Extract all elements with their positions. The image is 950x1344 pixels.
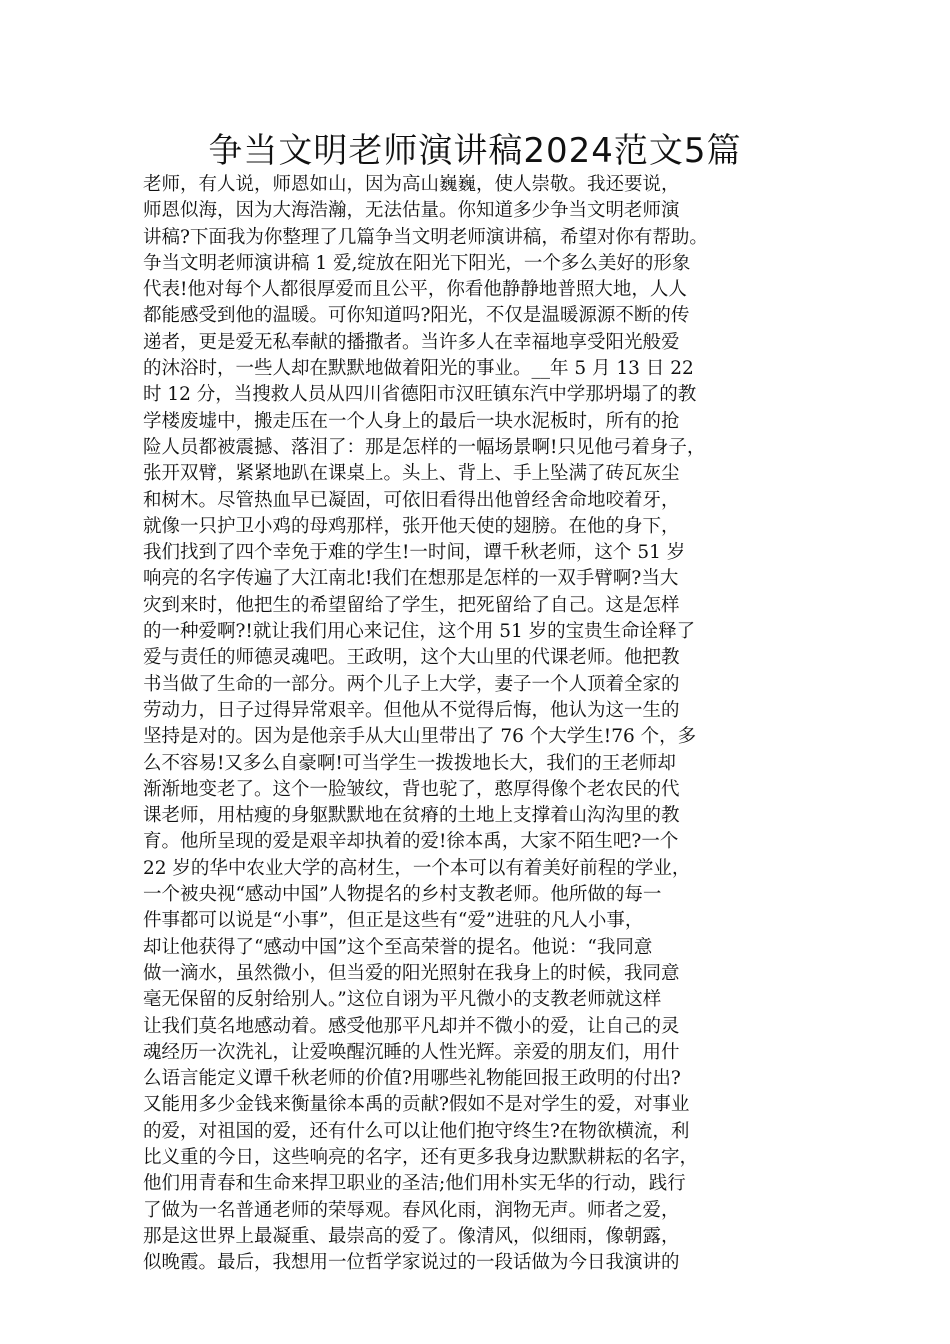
body-line: 课老师，用枯瘦的身躯默默地在贫瘠的土地上支撑着山沟沟里的教 — [143, 805, 680, 827]
body-line: 灾到来时，他把生的希望留给了学生，把死留给了自己。这是怎样 — [143, 594, 680, 616]
body-line: 书当做了生命的一部分。两个儿子上大学，妻子一个人顶着全家的 — [143, 673, 680, 695]
body-line: 让我们莫名地感动着。感受他那平凡却并不微小的爱，让自己的灵 — [143, 1015, 680, 1037]
body-line: 又能用多少金钱来衡量徐本禹的贡献?假如不是对学生的爱，对事业 — [143, 1094, 690, 1116]
body-line: 的沐浴时，一些人却在默默地做着阳光的事业。__年 5 月 13 日 22 — [143, 358, 694, 380]
body-line: 件事都可以说是“小事”，但正是这些有“爱”进驻的凡人小事， — [143, 910, 644, 932]
body-line: 育。他所呈现的爱是艰辛却执着的爱!徐本禹，大家不陌生吧?一个 — [143, 831, 679, 853]
body-line: 那是这世界上最凝重、最崇高的爱了。像清风，似细雨，像朝露， — [143, 1225, 680, 1247]
body-line: 递者，更是爱无私奉献的播撒者。当许多人在幸福地享受阳光般爱 — [143, 331, 680, 353]
body-line: 就像一只护卫小鸡的母鸡那样，张开他天使的翅膀。在他的身下， — [143, 515, 680, 537]
body-line: 么语言能定义谭千秋老师的价值?用哪些礼物能回报王政明的付出? — [143, 1068, 681, 1090]
body-line: 学楼废墟中，搬走压在一个人身上的最后一块水泥板时，所有的抢 — [143, 410, 680, 432]
body-line: 的一种爱啊?!就让我们用心来记住，这个用 51 岁的宝贵生命诠释了 — [143, 621, 696, 643]
document-title: 争当文明老师演讲稿2024范文5篇 — [208, 131, 742, 171]
body-line: 劳动力，日子过得异常艰辛。但他从不觉得后悔，他认为这一生的 — [143, 699, 680, 721]
body-line: 坚持是对的。因为是他亲手从大山里带出了 76 个大学生!76 个，多 — [143, 726, 697, 748]
body-line: 老师，有人说，师恩如山，因为高山巍巍，使人崇敬。我还要说， — [143, 174, 680, 195]
body-line: 毫无保留的反射给别人。”这位自诩为平凡微小的支教老师就这样 — [143, 989, 662, 1011]
body-line: 时 12 分，当搜救人员从四川省德阳市汉旺镇东汽中学那坍塌了的教 — [143, 384, 697, 406]
body-line: 都能感受到他的温暖。可你知道吗?阳光，不仅是温暖源源不断的传 — [143, 305, 690, 327]
body-line: 张开双臂，紧紧地趴在课桌上。头上、背上、手上坠满了砖瓦灰尘 — [143, 463, 680, 485]
body-line: 争当文明老师演讲稿 1 爱,绽放在阳光下阳光，一个多么美好的形象 — [143, 252, 691, 274]
body-line: 比义重的今日，这些响亮的名字，还有更多我身边默默耕耘的名字， — [143, 1146, 699, 1168]
body-line: 爱与责任的师德灵魂吧。王政明，这个大山里的代课老师。他把教 — [143, 647, 680, 669]
body-line: 渐渐地变老了。这个一脸皱纹，背也驼了，憨厚得像个老农民的代 — [143, 778, 680, 800]
body-line: 响亮的名字传遍了大江南北!我们在想那是怎样的一双手臂啊?当大 — [143, 568, 679, 590]
body-line: 魂经历一次洗礼，让爱唤醒沉睡的人性光辉。亲爱的朋友们，用什 — [143, 1041, 680, 1063]
body-line: 讲稿?下面我为你整理了几篇争当文明老师演讲稿，希望对你有帮助。 — [143, 226, 708, 248]
body-line: 我们找到了四个幸免于难的学生!一时间，谭千秋老师，这个 51 岁 — [143, 542, 686, 564]
body-line: 一个被央视“感动中国”人物提名的乡村支教老师。他所做的每一 — [143, 884, 662, 906]
body-line: 么不容易!又多么自豪啊!可当学生一拨拨地长大，我们的王老师却 — [143, 752, 676, 774]
body-line: 了做为一名普通老师的荣辱观。春风化雨，润物无声。师者之爱， — [143, 1199, 680, 1221]
body-line: 22 岁的华中农业大学的高材生，一个本可以有着美好前程的学业， — [143, 857, 691, 879]
body-line: 师恩似海，因为大海浩瀚，无法估量。你知道多少争当文明老师演 — [143, 200, 680, 222]
body-line: 和树木。尽管热血早已凝固，可依旧看得出他曾经舍命地咬着牙， — [143, 489, 680, 511]
body-line: 做一滴水，虽然微小，但当爱的阳光照射在我身上的时候，我同意 — [143, 962, 680, 984]
body-line: 代表!他对每个人都很厚爱而且公平，你看他静静地普照大地，人人 — [143, 279, 687, 301]
body-line: 却让他获得了“感动中国”这个至高荣誉的提名。他说：“我同意 — [143, 936, 653, 958]
body-line: 的爱，对祖国的爱，还有什么可以让他们抱守终生?在物欲横流，利 — [143, 1120, 690, 1142]
document-body — [143, 172, 833, 1276]
body-line: 似晚霞。最后，我想用一位哲学家说过的一段话做为今日我演讲的 — [143, 1252, 680, 1274]
body-line: 险人员都被震撼、落泪了：那是怎样的一幅场景啊!只见他弓着身子， — [143, 436, 706, 458]
body-line: 他们用青春和生命来捍卫职业的圣洁;他们用朴实无华的行动，践行 — [143, 1173, 686, 1195]
